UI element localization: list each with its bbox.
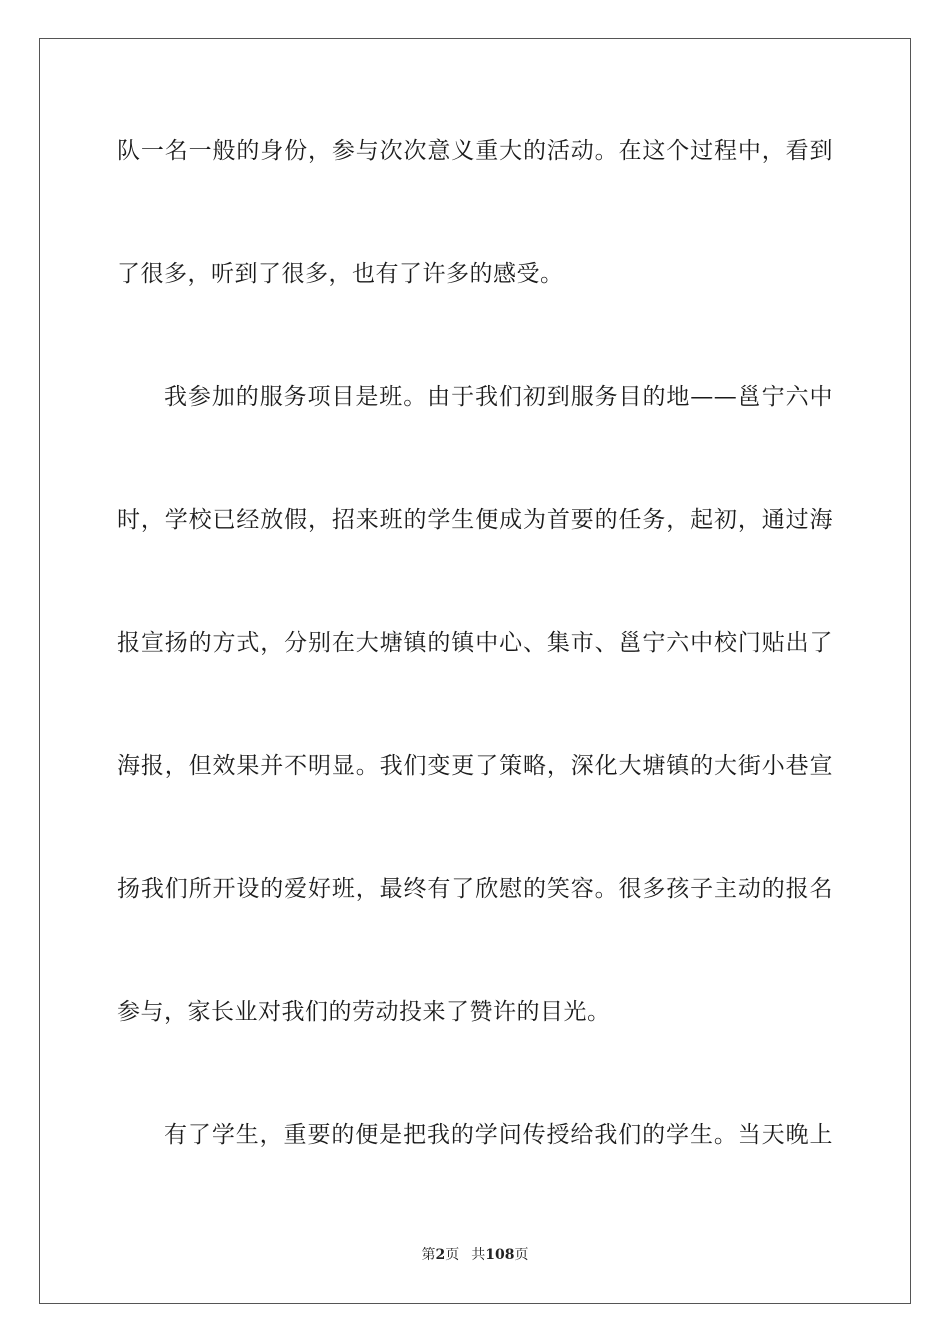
page-suffix: 页: [445, 1247, 460, 1263]
total-pages: 108: [485, 1247, 515, 1263]
page-footer: [0, 1246, 950, 1264]
paragraph-line-4: 时，学校已经放假，招来班的学生便成为首要的任务，起初，通过海: [117, 507, 833, 533]
page-number: 2: [435, 1247, 446, 1263]
total-suffix: 页: [514, 1247, 529, 1263]
page-frame: [39, 38, 911, 1304]
paragraph-line-8: 参与，家长业对我们的劳动投来了赞许的目光。: [117, 999, 611, 1025]
paragraph-line-3: 我参加的服务项目是班。由于我们初到服务目的地——邕宁六中: [164, 384, 833, 410]
paragraph-line-5: 报宣扬的方式，分别在大塘镇的镇中心、集市、邕宁六中校门贴出了: [117, 630, 833, 656]
paragraph-line-9: 有了学生，重要的便是把我的学问传授给我们的学生。当天晚上: [164, 1122, 833, 1148]
paragraph-line-2: 了很多，听到了很多，也有了许多的感受。: [117, 261, 564, 287]
page-prefix: 第: [421, 1247, 436, 1263]
total-prefix: 共: [471, 1247, 486, 1263]
paragraph-line-7: 扬我们所开设的爱好班，最终有了欣慰的笑容。很多孩子主动的报名: [117, 876, 833, 902]
paragraph-line-1: 队一名一般的身份，参与次次意义重大的活动。在这个过程中，看到: [117, 138, 833, 164]
paragraph-line-6: 海报，但效果并不明显。我们变更了策略，深化大塘镇的大街小巷宣: [117, 753, 833, 779]
